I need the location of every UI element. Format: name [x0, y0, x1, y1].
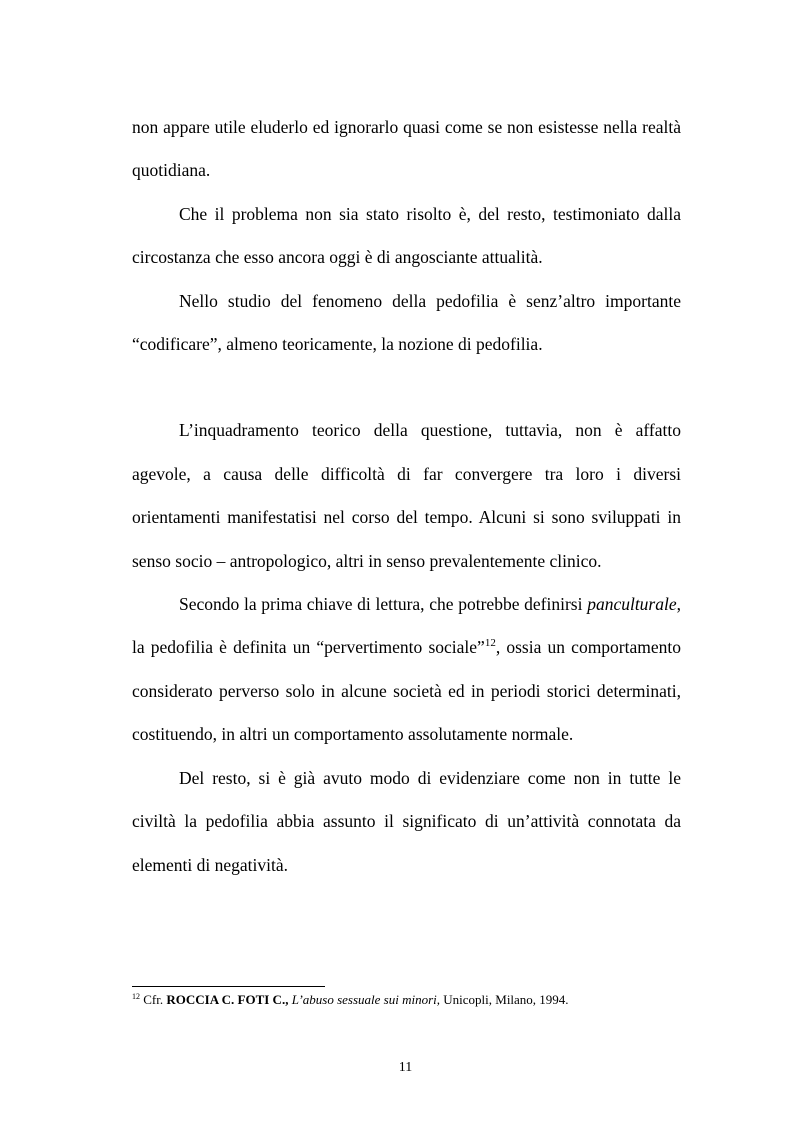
paragraph-5-middle: , la pedofilia è definita un “pervertimento sociale” [132, 594, 681, 658]
paragraph-3: Nello studio del fenomeno della pedofilia è senz’altro importante “codificare”, almeno teoricamente, la nozione di pedofilia. [132, 290, 681, 355]
footnote-title: L’abuso sessuale sui minori, [288, 992, 441, 1007]
paragraph-6: Del resto, si è già avuto modo di evidenziare come non in tutte le civiltà la pedofilia abbia assunto il significato di un’attività connotata da elementi di negatività. [132, 767, 681, 875]
footnote-number: 12 [132, 992, 140, 1001]
page-number: 11 [398, 1060, 413, 1075]
paragraph-4: L’inquadramento teorico della questione, tuttavia, non è affatto agevole, a causa delle difficoltà di far convergere tra loro i diversi orientamenti manifestatisi nel corso del tempo. Alcuni si sono sviluppati in senso socio – antropologico, altri in senso prevalentemente clinico. [132, 420, 681, 571]
paragraph-5-start: Secondo la prima chiave di lettura, che potrebbe definirsi [179, 594, 588, 615]
paragraph-1: non appare utile eluderlo ed ignorarlo quasi come se non esistesse nella realtà quotidiana. [132, 117, 681, 181]
paragraph-5 [132, 583, 681, 757]
footnote [132, 992, 692, 1008]
term-panculturale: panculturale [587, 594, 677, 615]
footnote-authors: ROCCIA C. FOTI C., [166, 992, 289, 1007]
footnote-prefix: Cfr. [140, 992, 167, 1007]
footnote-reference: 12 [484, 637, 496, 650]
footnote-divider [132, 986, 325, 987]
body-text [132, 106, 681, 887]
paragraph-2: Che il problema non sia stato risolto è, del resto, testimoniato dalla circostanza che esso ancora oggi è di angosciante attualità. [132, 203, 681, 268]
paragraph-5-end: , ossia un comportamento considerato perverso solo in alcune società ed in periodi storici determinati, costituendo, in altri un comportamento assolutamente normale. [132, 637, 682, 745]
footnote-publisher: Unicopli, Milano, 1994. [440, 992, 569, 1007]
